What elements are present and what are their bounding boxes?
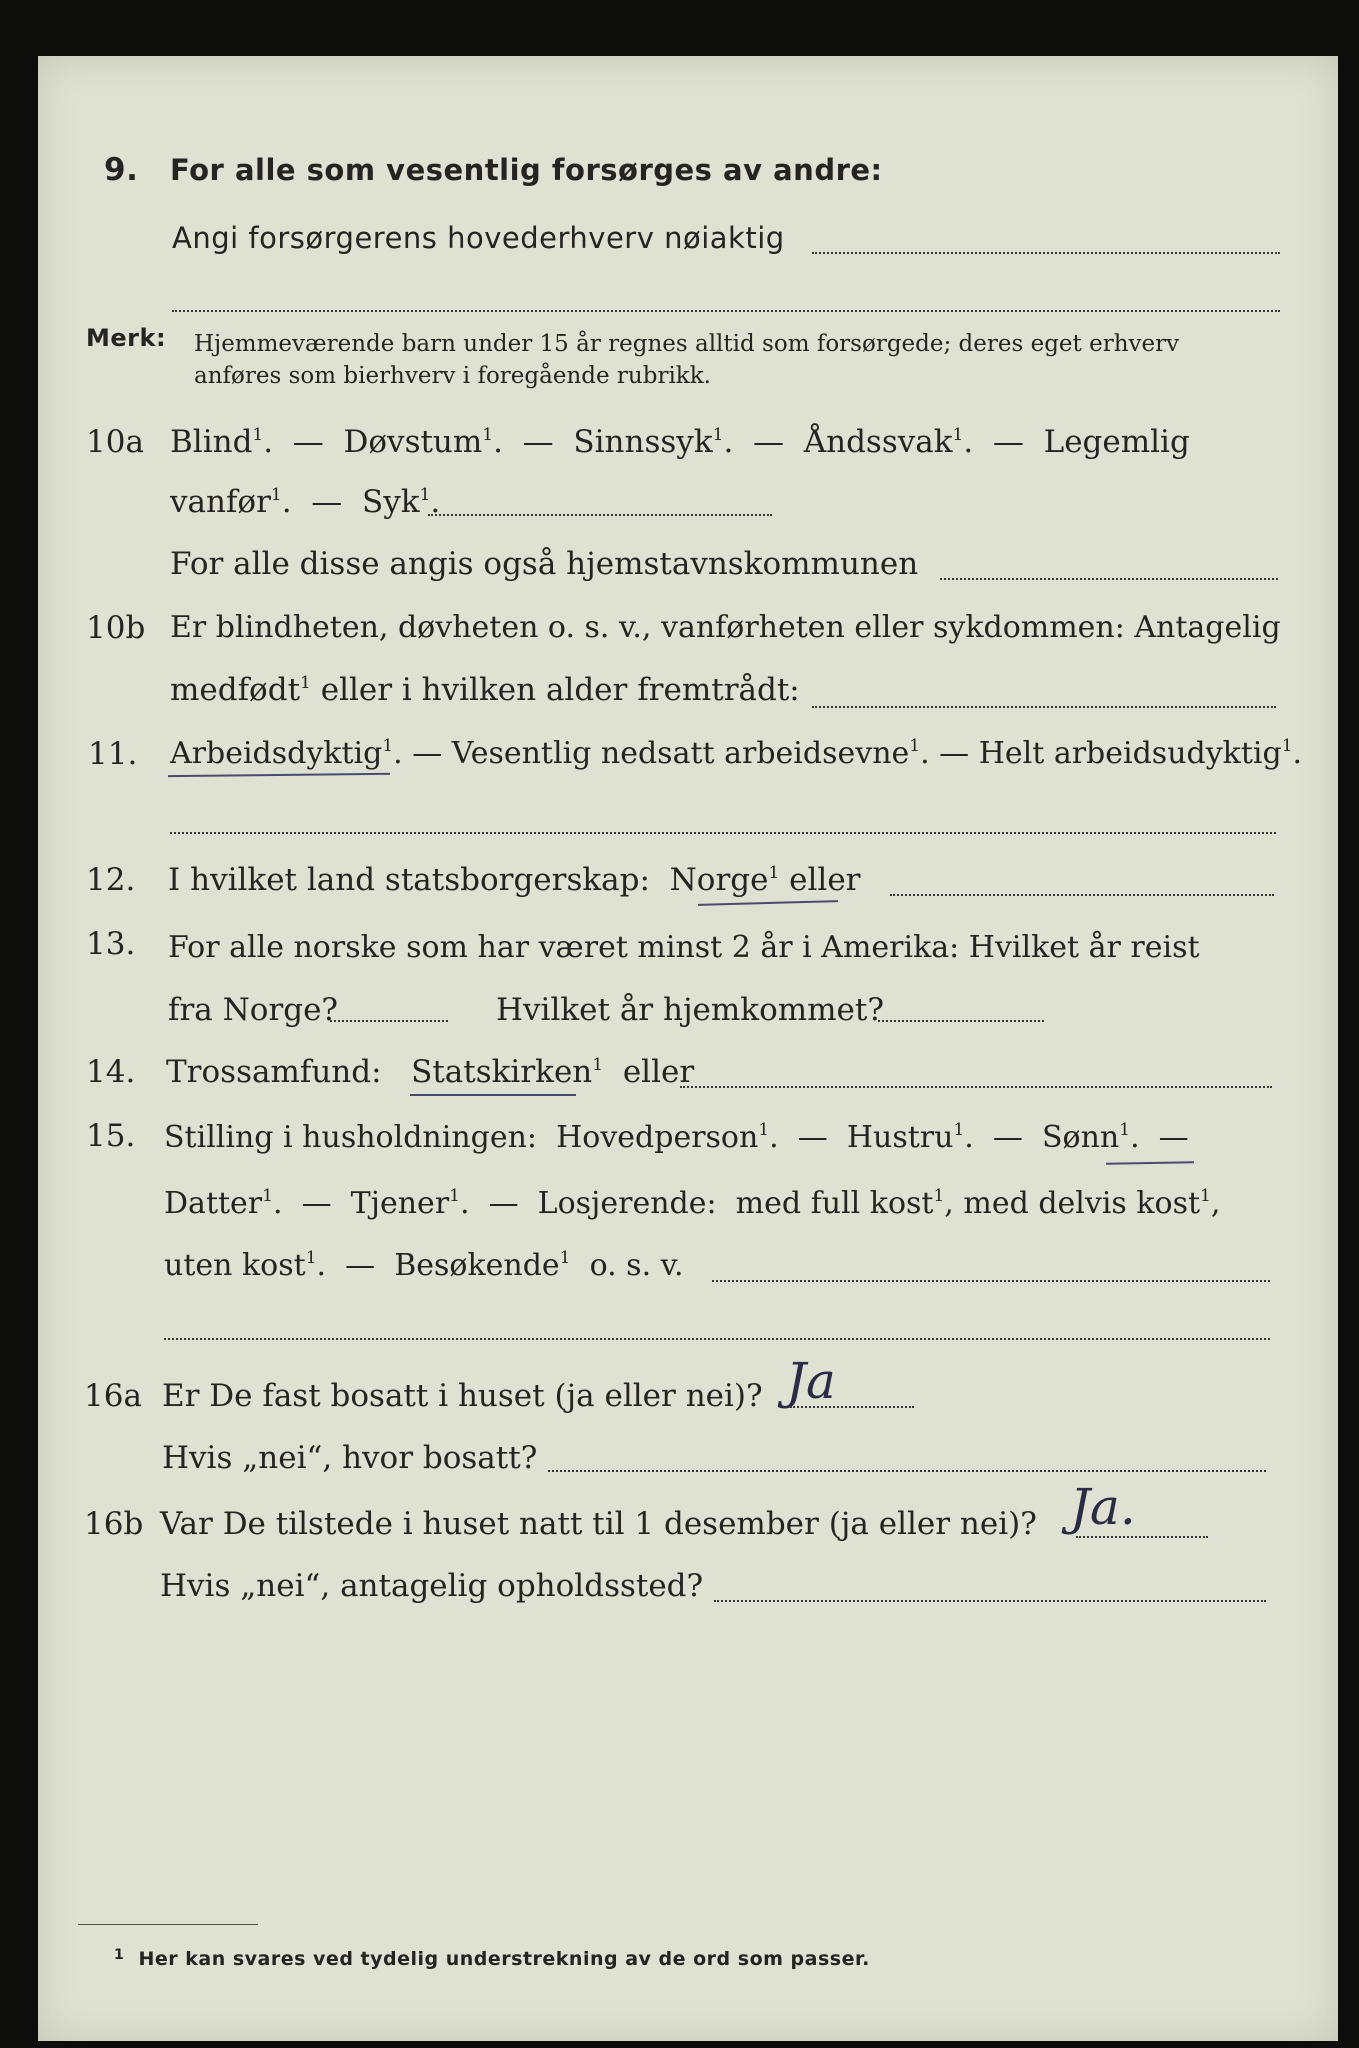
option-nedsatt: Vesentlig nedsatt arbeidsevne (451, 736, 910, 771)
q15-stilling: Stilling i husholdningen: (164, 1120, 538, 1155)
option-statskirken: Statskirken (411, 1054, 593, 1090)
q10a-kommune-answer-line (940, 578, 1278, 580)
merk-line1: Hjemmeværende barn under 15 år regnes alltid som forsørgede; deres eget erhverv (194, 331, 1180, 357)
q10a-line2: vanfør$^1$. — Syk$^1$. (170, 484, 441, 520)
option-besokende: Besøkende (394, 1248, 560, 1283)
q10b-answer-line (812, 706, 1276, 708)
q16b-opholdssted-answer-line (714, 1600, 1266, 1602)
q13-line1: For alle norske som har været minst 2 år i Amerika: Hvilket år reist (168, 930, 1200, 965)
footnote-mark: 1 (114, 1947, 125, 1963)
option-sonn: Sønn (1041, 1120, 1120, 1155)
q14-text: Trossamfund: (166, 1054, 382, 1090)
q14-number: 14. (86, 1054, 136, 1090)
q16b-number: 16b (84, 1506, 144, 1542)
q12-answer-line (890, 894, 1274, 896)
footnote (114, 1942, 870, 1972)
q9-number: 9. (104, 152, 139, 188)
option-arbeidsdyktig: Arbeidsdyktig (170, 736, 383, 771)
option-dovstum: Døvstum (343, 424, 483, 460)
option-delviskost: med delvis kost (963, 1186, 1201, 1221)
footnote-text: Her kan svares ved tydelig understrekning av de ord som passer. (138, 1948, 870, 1970)
option-tjener: Tjener (350, 1186, 450, 1221)
q12-number: 12. (86, 862, 136, 898)
option-hustru: Hustru (846, 1120, 954, 1155)
q10a-number: 10a (86, 424, 144, 460)
q12-line: I hvilket land statsborgerskap: Norge$^1$ eller (168, 862, 861, 898)
q10b-line2: medfødt$^1$ eller i hvilken alder fremtrådt: (170, 672, 800, 708)
q16a-line1: Er De fast bosatt i huset (ja eller nei)? (162, 1378, 763, 1414)
option-medfodt: medfødt (170, 672, 301, 708)
q15-line3: uten kost$^1$. — Besøkende$^1$ o. s. v. (164, 1248, 684, 1283)
q13-hjem-answer-line (878, 1020, 1044, 1022)
q10b-number: 10b (86, 610, 146, 646)
option-utenkost: uten kost (164, 1248, 306, 1283)
merk-line2: anføres som bierhverv i foregående rubrikk. (194, 363, 711, 389)
q10a-line1: Blind$^1$. — Døvstum$^1$. — Sinnssyk$^1$. — Åndssvak$^1$. — Legemlig (170, 424, 1190, 460)
q16b-handwritten-answer: Ja. (1070, 1478, 1136, 1536)
option-andssvak: Åndssvak (803, 424, 953, 460)
option-norge: Norge (669, 862, 769, 898)
q9-answer-line-2 (172, 310, 1280, 312)
q14-line: Trossamfund: Statskirken$^1$ eller (166, 1054, 695, 1090)
option-fullkost: med full kost (735, 1186, 934, 1221)
option-syk: Syk (362, 484, 420, 520)
q15-answer-line-2 (164, 1338, 1270, 1340)
q13-reist-answer-line (330, 1020, 448, 1022)
q10a-line3: For alle disse angis også hjemstavnskommunen (170, 546, 919, 582)
q16a-number: 16a (84, 1378, 142, 1414)
q11-number: 11. (88, 736, 138, 772)
q14-eller: eller (622, 1054, 695, 1090)
option-udyktig: Helt arbeidsudyktig (978, 736, 1282, 771)
q15-line1: Stilling i husholdningen: Hovedperson$^1$. — Hustru$^1$. — Sønn$^1$. — (164, 1120, 1189, 1155)
q12-text: I hvilket land statsborgerskap: (168, 862, 650, 898)
q15-answer-line (712, 1280, 1270, 1282)
q15-line2: Datter$^1$. — Tjener$^1$. — Losjerende: med full kost$^1$, med delvis kost$^1$, (164, 1186, 1221, 1221)
option-sinnssyk: Sinnssyk (573, 424, 713, 460)
statskirken-underline (410, 1094, 576, 1096)
footnote-rule (78, 1924, 258, 1925)
q13-number: 13. (86, 926, 136, 962)
q16a-handwritten-answer: Ja (786, 1352, 836, 1410)
q10b-line1: Er blindheten, døvheten o. s. v., vanførheten eller sykdommen: Antagelig (170, 610, 1281, 645)
q9-answer-line (812, 252, 1280, 254)
q9-line1: For alle som vesentlig forsørges av andre: (170, 153, 883, 187)
q16b-line1: Var De tilstede i huset natt til 1 desember (ja eller nei)? (160, 1506, 1037, 1542)
option-datter: Datter (164, 1186, 263, 1221)
q15-losjerende: Losjerende: (537, 1186, 717, 1221)
q15-osv: o. s. v. (589, 1248, 684, 1283)
q14-answer-line (680, 1086, 1272, 1088)
option-blind: Blind (170, 424, 253, 460)
q16b-line2: Hvis „nei“, antagelig opholdssted? (160, 1568, 704, 1604)
q16a-bosatt-answer-line (548, 1470, 1266, 1472)
q10b-alder-text: eller i hvilken alder fremtrådt: (320, 672, 800, 708)
q15-number: 15. (86, 1118, 136, 1154)
q16b-answer-line (1076, 1536, 1208, 1538)
q13-hjem-label: Hvilket år hjemkommet? (496, 992, 884, 1028)
q16a-answer-line (790, 1406, 914, 1408)
q12-eller: eller (789, 862, 861, 898)
q10a-syk-answer-line (428, 514, 772, 516)
option-hovedperson: Hovedperson (556, 1120, 759, 1155)
option-legemlig: Legemlig (1043, 424, 1190, 460)
q11-line: Arbeidsdyktig$^1$. — Vesentlig nedsatt arbeidsevne$^1$. — Helt arbeidsudyktig$^1$. (170, 736, 1303, 771)
q9-line2: Angi forsørgerens hovederhverv nøiaktig (172, 221, 785, 255)
q16a-line2: Hvis „nei“, hvor bosatt? (162, 1440, 538, 1476)
option-vanfor: vanfør (170, 484, 271, 520)
q11-answer-line (170, 832, 1276, 834)
q13-fra-label: fra Norge? (168, 992, 339, 1028)
merk-label: Merk: (86, 324, 167, 352)
